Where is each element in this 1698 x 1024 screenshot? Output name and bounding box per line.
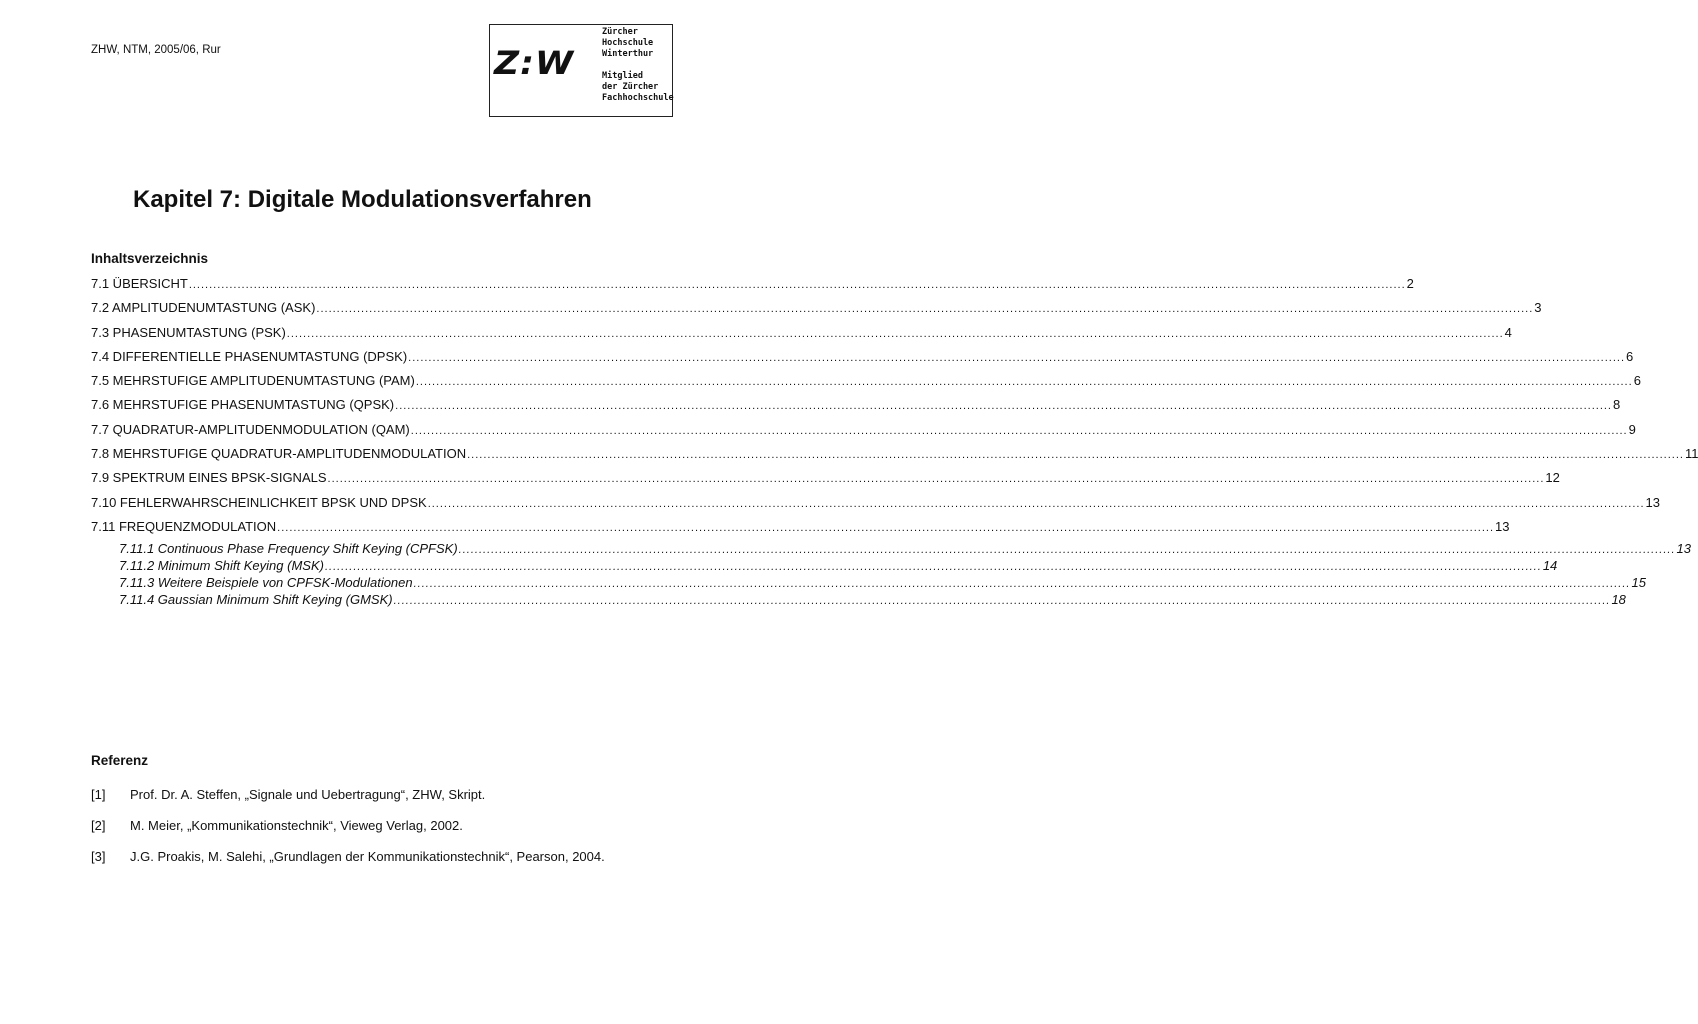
logo-line: Winterthur	[602, 49, 654, 59]
toc-entry[interactable]: 7.7 QUADRATUR-AMPLITUDENMODULATION (QAM) ............................................................................................................................................................................................................................................................................................................ 9	[91, 421, 1636, 437]
toc-entry[interactable]: 7.8 MEHRSTUFIGE QUADRATUR-AMPLITUDENMODULATION ............................................................................................................................................................................................................................................................................................................ 11	[91, 446, 1698, 462]
toc-heading: Inhaltsverzeichnis	[91, 251, 209, 266]
logo-line: der Zürcher	[602, 82, 659, 92]
toc-entry-label: 7.3 PHASENUMTASTUNG (PSK)	[91, 324, 286, 340]
toc-entry-page: 8	[1613, 397, 1621, 413]
logo-mark: Z:W	[494, 44, 575, 82]
toc-entry[interactable]: 7.11 FREQUENZMODULATION ............................................................................................................................................................................................................................................................................................................ 13	[91, 518, 1510, 534]
reference-item	[91, 849, 605, 880]
table-of-contents	[91, 276, 1698, 608]
reference-number: [1]	[91, 787, 106, 802]
toc-subentry[interactable]: 7.11.1 Continuous Phase Frequency Shift Keying (CPFSK) ............................................................................................................................................................................................................................................................................................................ 13	[119, 541, 1691, 557]
toc-subentry-page: 14	[1542, 558, 1558, 574]
toc-entry-label: 7.7 QUADRATUR-AMPLITUDENMODULATION (QAM)	[91, 421, 410, 437]
toc-subentry[interactable]: 7.11.3 Weitere Beispiele von CPFSK-Modulationen ............................................................................................................................................................................................................................................................................................................ 15	[119, 574, 1646, 590]
toc-entry[interactable]: 7.3 PHASENUMTASTUNG (PSK) ............................................................................................................................................................................................................................................................................................................ 4	[91, 324, 1512, 340]
toc-subsection-list	[91, 541, 1691, 608]
toc-entry[interactable]: 7.4 DIFFERENTIELLE PHASENUMTASTUNG (DPSK) ............................................................................................................................................................................................................................................................................................................ 6	[91, 348, 1634, 364]
zhw-logo	[489, 24, 673, 117]
toc-subentry-label: 7.11.1 Continuous Phase Frequency Shift Keying (CPFSK)	[119, 541, 458, 557]
reference-text: J.G. Proakis, M. Salehi, „Grundlagen der Kommunikationstechnik“, Pearson, 2004.	[130, 849, 605, 864]
toc-entry-label: 7.9 SPEKTRUM EINES BPSK-SIGNALS	[91, 470, 327, 486]
toc-subentry-label: 7.11.3 Weitere Beispiele von CPFSK-Modulationen	[119, 574, 413, 590]
logo-line: Fachhochschule	[602, 93, 674, 103]
toc-entry-page: 12	[1545, 470, 1560, 486]
toc-subentry-page: 13	[1676, 541, 1691, 557]
logo-line: Hochschule	[602, 38, 654, 48]
toc-entry-label: 7.8 MEHRSTUFIGE QUADRATUR-AMPLITUDENMODULATION	[91, 446, 467, 462]
reference-item	[91, 787, 605, 818]
toc-entry-page: 6	[1633, 373, 1641, 389]
toc-entry-page: 9	[1628, 421, 1636, 437]
reference-number: [2]	[91, 818, 106, 833]
toc-subentry[interactable]: 7.11.4 Gaussian Minimum Shift Keying (GMSK) ............................................................................................................................................................................................................................................................................................................ 18	[119, 591, 1626, 607]
references-heading: Referenz	[91, 753, 149, 768]
toc-subentry-page: 18	[1611, 591, 1626, 607]
toc-entry-label: 7.11 FREQUENZMODULATION	[91, 518, 277, 534]
toc-entry-label: 7.2 AMPLITUDENUMTASTUNG (ASK)	[91, 300, 316, 316]
toc-subentry-label: 7.11.2 Minimum Shift Keying (MSK)	[119, 558, 324, 574]
toc-entry-label: 7.1 ÜBERSICHT	[91, 276, 188, 291]
toc-entry-page: 6	[1626, 348, 1634, 364]
logo-line: Mitglied	[602, 71, 643, 81]
reference-text: Prof. Dr. A. Steffen, „Signale und Uebertragung“, ZHW, Skript.	[130, 787, 486, 802]
toc-entry-page: 13	[1645, 494, 1661, 510]
toc-entry[interactable]: 7.10 FEHLERWAHRSCHEINLICHKEIT BPSK UND DPSK ............................................................................................................................................................................................................................................................................................................ 13	[91, 494, 1661, 510]
toc-entry-label: 7.5 MEHRSTUFIGE AMPLITUDENUMTASTUNG (PAM)	[91, 373, 415, 389]
toc-subentry-label: 7.11.4 Gaussian Minimum Shift Keying (GMSK)	[119, 591, 393, 607]
reference-text: M. Meier, „Kommunikationstechnik“, Vieweg Verlag, 2002.	[130, 818, 463, 833]
reference-item	[91, 818, 605, 849]
toc-subentry[interactable]: 7.11.2 Minimum Shift Keying (MSK) ............................................................................................................................................................................................................................................................................................................ 14	[119, 558, 1558, 574]
toc-entry-label: 7.10 FEHLERWAHRSCHEINLICHKEIT BPSK UND DPSK	[91, 494, 427, 510]
toc-entry-page: 11	[1684, 446, 1698, 462]
logo-line: Zürcher	[602, 27, 638, 37]
reference-list	[91, 787, 605, 880]
toc-entry[interactable]: 7.6 MEHRSTUFIGE PHASENUMTASTUNG (QPSK) ............................................................................................................................................................................................................................................................................................................ 8	[91, 397, 1621, 413]
toc-entry[interactable]: 7.9 SPEKTRUM EINES BPSK-SIGNALS ............................................................................................................................................................................................................................................................................................................ 12	[91, 470, 1560, 486]
toc-entry-page: 2	[1406, 276, 1414, 291]
toc-subentry-page: 15	[1631, 574, 1646, 590]
toc-entry-page: 3	[1534, 300, 1542, 316]
toc-entry-page: 4	[1504, 324, 1512, 340]
header-line: ZHW, NTM, 2005/06, Rur	[91, 44, 221, 56]
toc-entry-label: 7.6 MEHRSTUFIGE PHASENUMTASTUNG (QPSK)	[91, 397, 395, 413]
logo-text	[602, 27, 674, 104]
toc-entry[interactable]: 7.2 AMPLITUDENUMTASTUNG (ASK) ............................................................................................................................................................................................................................................................................................................ 3	[91, 300, 1542, 316]
toc-entry-label: 7.4 DIFFERENTIELLE PHASENUMTASTUNG (DPSK)	[91, 348, 408, 364]
toc-entry-page: 13	[1495, 518, 1510, 534]
toc-entry[interactable]: 7.1 ÜBERSICHT ............................................................................................................................................................................................................................................................................................................ 2	[91, 276, 1414, 291]
toc-entry[interactable]: 7.5 MEHRSTUFIGE AMPLITUDENUMTASTUNG (PAM) ............................................................................................................................................................................................................................................................................................................ 6	[91, 373, 1641, 389]
chapter-title: Kapitel 7: Digitale Modulationsverfahren	[133, 186, 592, 213]
reference-number: [3]	[91, 849, 106, 864]
